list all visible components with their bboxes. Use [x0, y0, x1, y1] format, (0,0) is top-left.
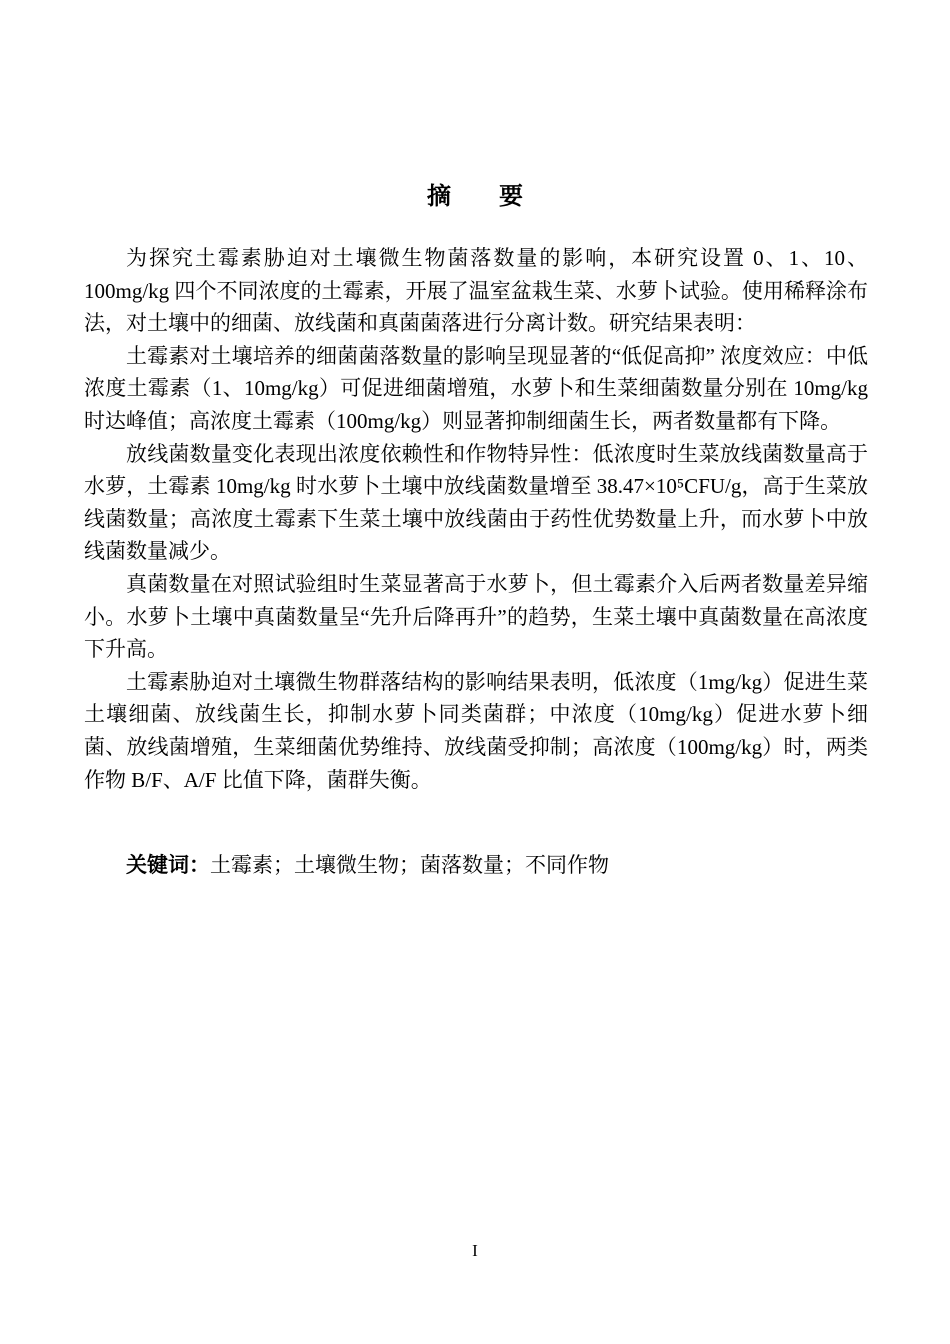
- keywords-label: 关键词：: [126, 854, 210, 878]
- abstract-paragraph: 为探究土霉素胁迫对土壤微生物菌落数量的影响，本研究设置 0、1、10、100mg/kg 四个不同浓度的土霉素，开展了温室盆栽生菜、水萝卜试验。使用稀释涂布法，对土壤中的细菌、放线菌和真菌菌落进行分离计数。研究结果表明：: [84, 246, 868, 336]
- abstract-paragraph: 土霉素对土壤培养的细菌菌落数量的影响呈现显著的“低促高抑” 浓度效应：中低浓度土霉素（1、10mg/kg）可促进细菌增殖，水萝卜和生菜细菌数量分别在 10mg/kg 时达峰值；高浓度土霉素（100mg/kg）则显著抑制细菌生长，两者数量都有下降。: [84, 343, 868, 433]
- abstract-title: 摘 要: [427, 183, 523, 210]
- abstract-paragraph: 土霉素胁迫对土壤微生物群落结构的影响结果表明，低浓度（1mg/kg）促进生菜土壤细菌、放线菌生长，抑制水萝卜同类菌群；中浓度（10mg/kg）促进水萝卜细菌、放线菌增殖，生菜细菌优势维持、放线菌受抑制；高浓度（100mg/kg）时，两类作物 B/F、A/F 比值下降，菌群失衡。: [84, 669, 868, 792]
- page-number: I: [472, 1241, 478, 1260]
- keywords-line: [84, 849, 868, 883]
- abstract-paragraph: 放线菌数量变化表现出浓度依赖性和作物特异性：低浓度时生菜放线菌数量高于水萝，土霉素 10mg/kg 时水萝卜土壤中放线菌数量增至 38.47×10⁵CFU/g，高于生菜放线菌数量；高浓度土霉素下生菜土壤中放线菌由于药性优势数量上升，而水萝卜中放线菌数量减少。: [84, 441, 868, 564]
- keywords-text: 土霉素；土壤微生物；菌落数量；不同作物: [210, 853, 609, 878]
- abstract-paragraph: 真菌数量在对照试验组时生菜显著高于水萝卜，但土霉素介入后两者数量差异缩小。水萝卜土壤中真菌数量呈“先升后降再升”的趋势，生菜土壤中真菌数量在高浓度下升高。: [84, 571, 868, 662]
- abstract-body: [84, 242, 868, 796]
